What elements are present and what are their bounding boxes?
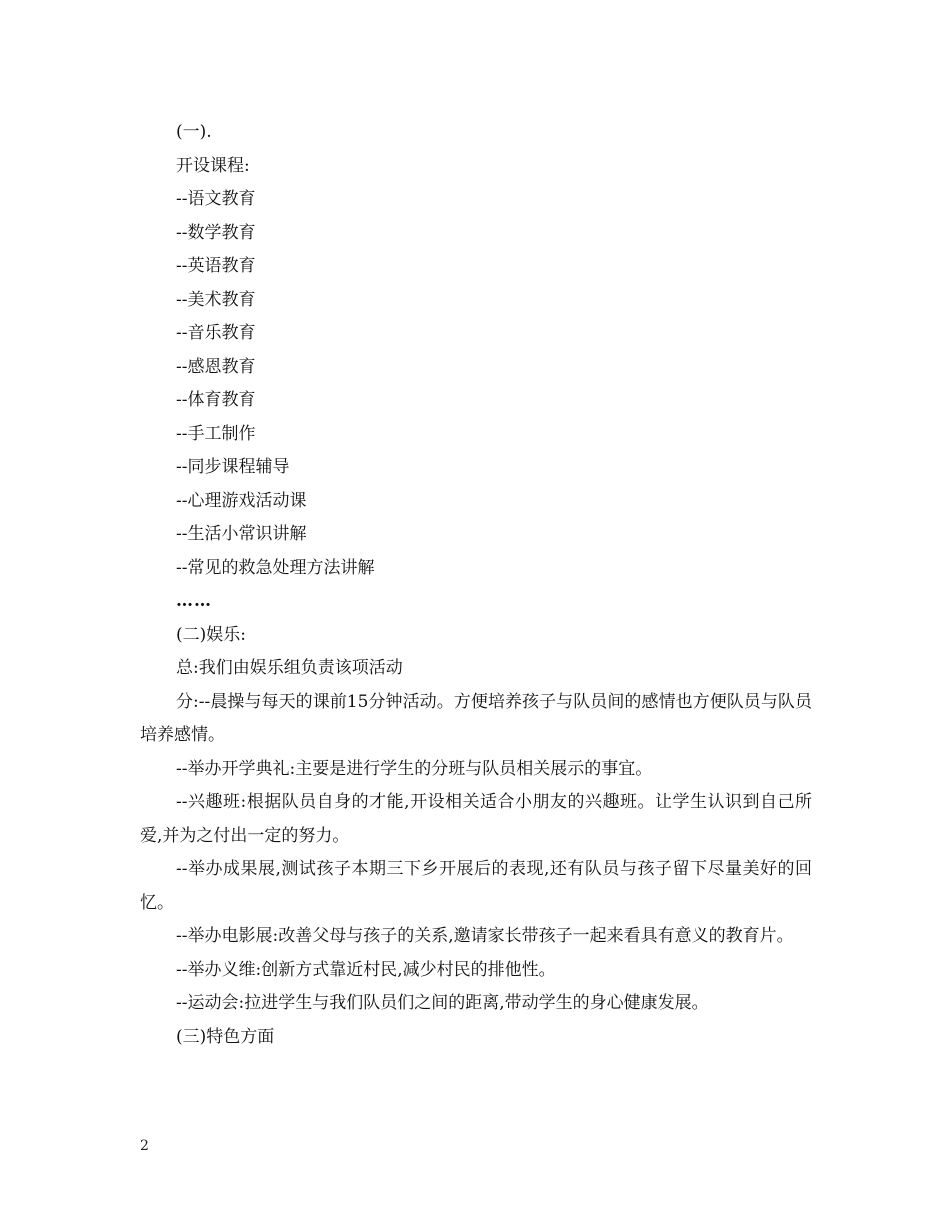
activity-paragraph: 分:--晨操与每天的课前15分钟活动。方便培养孩子与队员间的感情也方便队员与队员培养感情。 (140, 691, 812, 745)
course-item: --心理游戏活动课 (176, 490, 307, 511)
course-item: --同步课程辅导 (176, 457, 290, 477)
course-item: --数学教育 (176, 222, 256, 243)
activity-paragraph: --举办义维:创新方式靠近村民,减少村民的排他性。 (176, 959, 556, 980)
activity-paragraph: --举办开学典礼:主要是进行学生的分班与队员相关展示的事宜。 (176, 758, 653, 779)
section-two-summary: 总:我们由娱乐组负责该项活动 (176, 658, 403, 678)
course-item: --感恩教育 (176, 356, 256, 377)
document-body (140, 116, 812, 1054)
course-item: --生活小常识讲解 (176, 524, 307, 544)
course-item: --英语教育 (176, 256, 256, 276)
course-item: --体育教育 (176, 390, 256, 410)
course-item: --语文教育 (176, 189, 256, 209)
courses-label: 开设课程: (176, 155, 250, 176)
course-item: --美术教育 (176, 289, 256, 310)
activity-paragraph: --举办电影展:改善父母与孩子的关系,邀请家长带孩子一起来看具有意义的教育片。 (176, 926, 794, 946)
course-item: --音乐教育 (176, 323, 256, 343)
ellipsis: …… (176, 591, 212, 611)
page-number: 2 (140, 1138, 149, 1154)
section-two-heading: (二)娱乐: (176, 624, 246, 645)
activity-paragraph: --举办成果展,测试孩子本期三下乡开展后的表现,还有队员与孩子留下尽量美好的回忆。 (140, 859, 812, 913)
activity-paragraph: --兴趣班:根据队员自身的才能,开设相关适合小朋友的兴趣班。让学生认识到自己所爱,并为之付出一定的努力。 (140, 792, 812, 846)
course-item: --常见的救急处理方法讲解 (176, 557, 375, 578)
activity-paragraph: --运动会:拉进学生与我们队员们之间的距离,带动学生的身心健康发展。 (176, 993, 709, 1013)
course-item: --手工制作 (176, 423, 256, 444)
section-three-heading: (三)特色方面 (176, 1026, 275, 1047)
section-one-heading: (一). (176, 122, 212, 142)
